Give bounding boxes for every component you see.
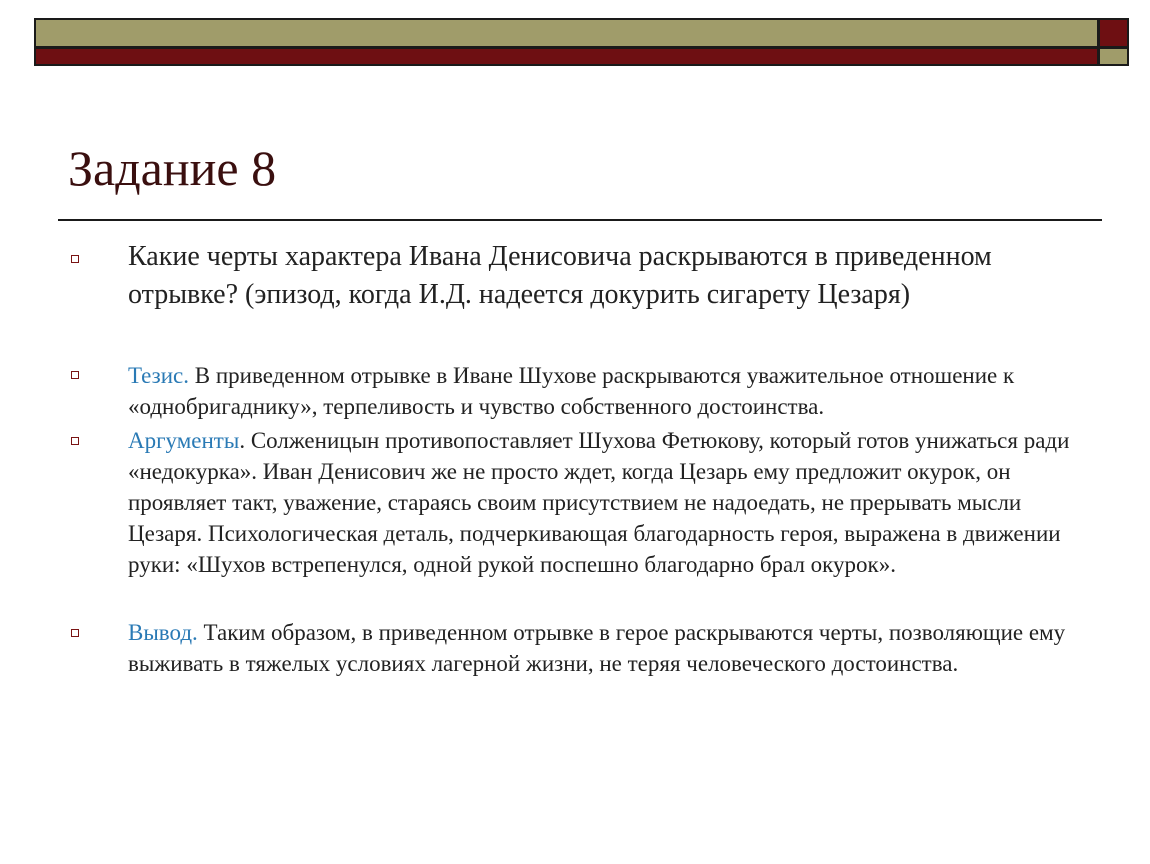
header-square-maroon [1098, 18, 1129, 48]
square-bullet-icon [71, 629, 79, 637]
thesis-keyword: Тезис. [128, 363, 190, 388]
square-bullet-icon [71, 255, 79, 263]
list-item-arguments [128, 425, 1088, 580]
conclusion-keyword: Вывод. [128, 620, 198, 645]
arguments-keyword: Аргументы [128, 428, 240, 453]
title-divider [58, 219, 1102, 221]
square-bullet-icon [71, 437, 79, 445]
square-bullet-icon [71, 371, 79, 379]
header-bar-maroon [34, 47, 1099, 66]
list-item-thesis [128, 360, 1088, 422]
list-item-question [128, 238, 1088, 314]
arguments-text: . Солженицын противопоставляет Шухова Фетюкову, который готов унижаться ради «недокурка». Иван Денисович же не просто ждет, когда Цезарь ему предложит окурок, он проявляет такт, уважение, стараясь своим присутствием не надоедать, не прерывать мысли Цезаря. Психологическая деталь, подчеркивающая благодарность героя, выражена в движении руки: «Шухов встрепенулся, одной рукой поспешно благодарно брал окурок». [128, 428, 1070, 577]
header-square-olive [1098, 47, 1129, 66]
slide-title: Задание 8 [68, 140, 277, 196]
list-item-conclusion [128, 617, 1088, 679]
thesis-text: В приведенном отрывке в Иване Шухове раскрываются уважительное отношение к «однобригаднику», терпеливость и чувство собственного достоинства. [128, 363, 1015, 419]
question-text: Какие черты характера Ивана Денисовича раскрываются в приведенном отрывке? (эпизод, когда И.Д. надеется докурить сигарету Цезаря) [128, 241, 992, 310]
header-bar-olive [34, 18, 1099, 48]
conclusion-text: Таким образом, в приведенном отрывке в герое раскрываются черты, позволяющие ему выживать в тяжелых условиях лагерной жизни, не теряя человеческого достоинства. [128, 620, 1066, 676]
